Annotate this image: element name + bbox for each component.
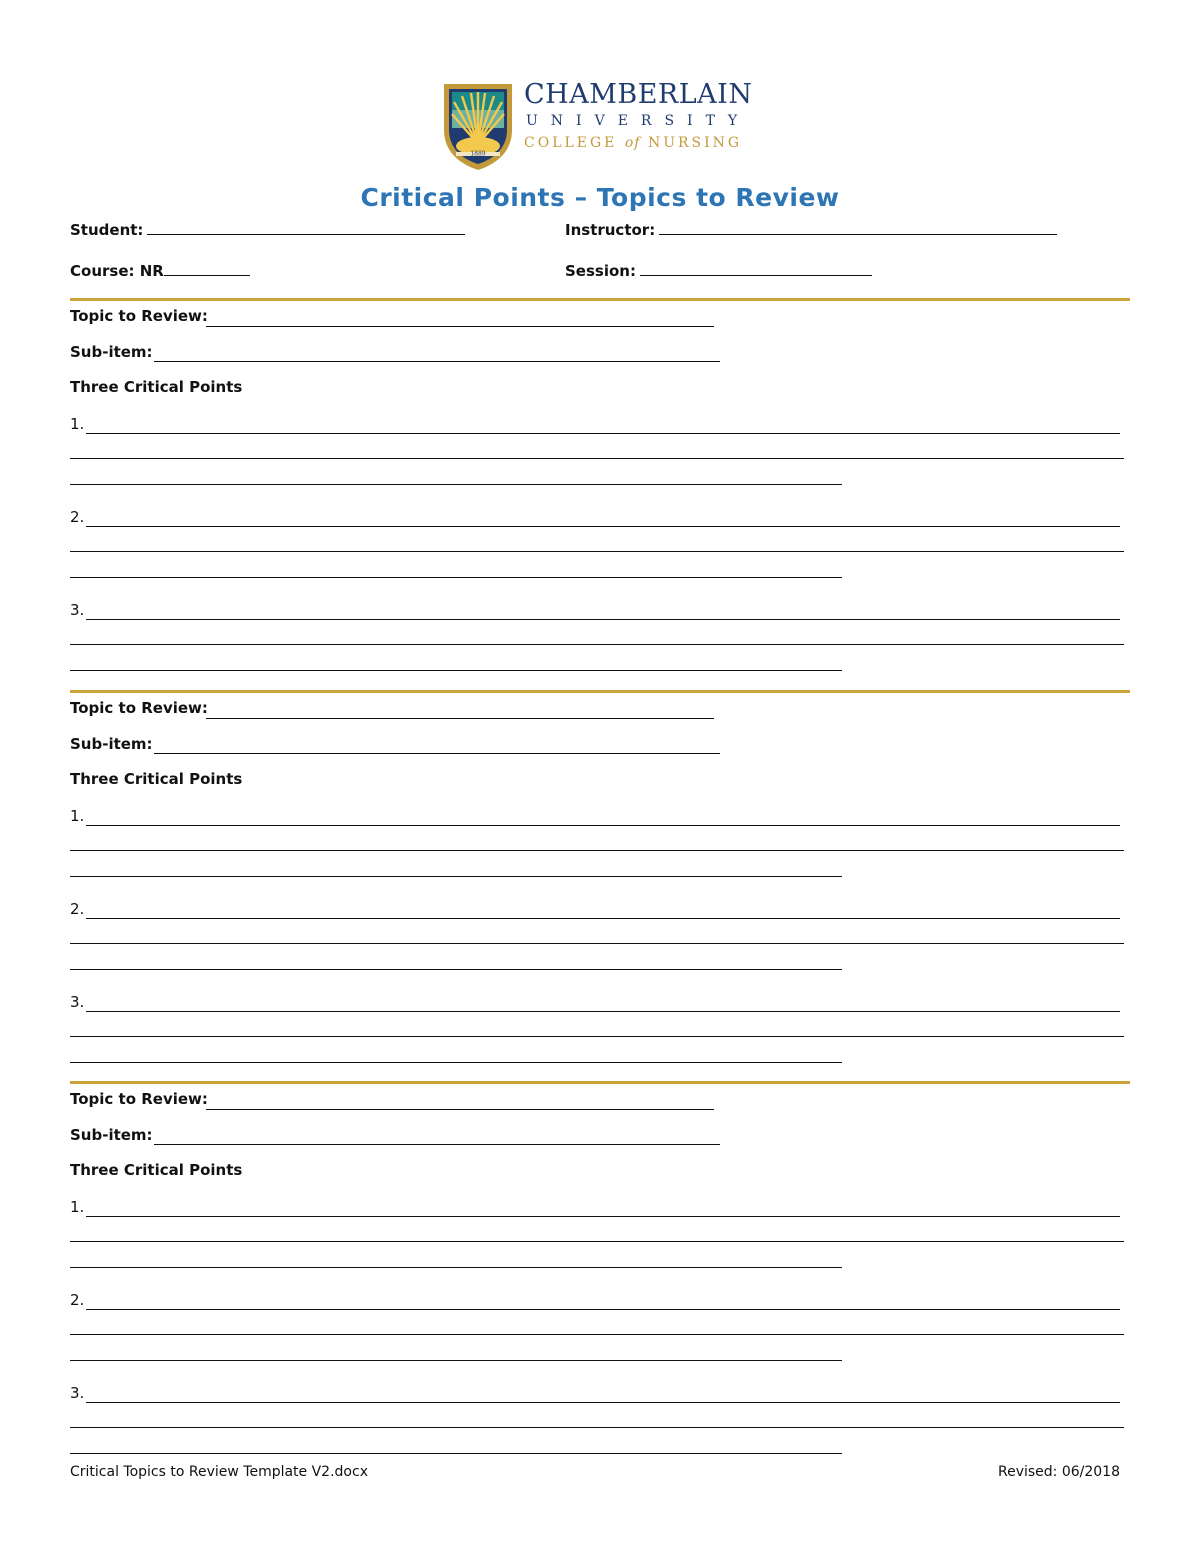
topic-blank[interactable] <box>206 718 714 719</box>
student-field[interactable] <box>70 220 465 239</box>
student-blank[interactable] <box>147 220 465 235</box>
course-field[interactable] <box>70 261 250 280</box>
point-number: 3. <box>70 993 85 1011</box>
instructor-label: Instructor: <box>565 221 656 239</box>
point-line[interactable] <box>86 619 1120 620</box>
point-line[interactable] <box>86 1216 1120 1217</box>
topic-label: Topic to Review: <box>70 699 208 717</box>
student-label: Student: <box>70 221 144 239</box>
point-line[interactable] <box>70 1427 1124 1428</box>
topic-blank[interactable] <box>206 1109 714 1110</box>
session-label: Session: <box>565 262 636 280</box>
subitem-label: Sub-item: <box>70 1126 153 1144</box>
point-line[interactable] <box>70 1334 1124 1335</box>
point-line[interactable] <box>86 526 1120 527</box>
point-line[interactable] <box>70 1267 842 1268</box>
topic-blank[interactable] <box>206 326 714 327</box>
point-number: 2. <box>70 508 85 526</box>
logo-college-of: of <box>624 135 641 151</box>
point-number: 1. <box>70 1198 85 1216</box>
page-title: Critical Points – Topics to Review <box>360 183 840 212</box>
instructor-blank[interactable] <box>659 220 1057 235</box>
point-line[interactable] <box>70 943 1124 944</box>
point-line[interactable] <box>86 825 1120 826</box>
point-line[interactable] <box>86 1402 1120 1403</box>
logo-university: UNIVERSITY <box>526 113 751 129</box>
course-label: Course: NR <box>70 262 164 280</box>
crest-icon <box>440 80 516 172</box>
point-line[interactable] <box>70 1062 842 1063</box>
point-line[interactable] <box>70 850 1124 851</box>
point-line[interactable] <box>86 433 1120 434</box>
point-line[interactable] <box>70 670 842 671</box>
logo-college <box>524 132 752 154</box>
subitem-label: Sub-item: <box>70 343 153 361</box>
point-line[interactable] <box>70 969 842 970</box>
course-blank[interactable] <box>164 261 250 276</box>
footer-filename: Critical Topics to Review Template V2.docx <box>70 1464 368 1480</box>
point-number: 1. <box>70 415 85 433</box>
section-divider <box>70 690 1130 693</box>
instructor-field[interactable] <box>565 220 1057 239</box>
point-number: 1. <box>70 807 85 825</box>
point-number: 2. <box>70 1291 85 1309</box>
point-line[interactable] <box>70 1036 1124 1037</box>
critical-points-label: Three Critical Points <box>70 1161 243 1179</box>
critical-points-label: Three Critical Points <box>70 378 243 396</box>
point-number: 3. <box>70 1384 85 1402</box>
point-line[interactable] <box>70 484 842 485</box>
subitem-blank[interactable] <box>154 1144 720 1145</box>
point-line[interactable] <box>70 1360 842 1361</box>
chamberlain-logo <box>440 80 770 172</box>
section-divider <box>70 1081 1130 1084</box>
point-line[interactable] <box>70 876 842 877</box>
point-line[interactable] <box>70 551 1124 552</box>
point-line[interactable] <box>70 644 1124 645</box>
session-blank[interactable] <box>640 261 872 276</box>
point-line[interactable] <box>86 1309 1120 1310</box>
logo-name: CHAMBERLAIN <box>524 79 753 110</box>
crest-year: 1889 <box>470 150 486 158</box>
section-divider <box>70 298 1130 301</box>
subitem-blank[interactable] <box>154 361 720 362</box>
critical-points-label: Three Critical Points <box>70 770 243 788</box>
point-line[interactable] <box>70 1453 842 1454</box>
subitem-label: Sub-item: <box>70 735 153 753</box>
logo-college-a: COLLEGE <box>524 135 618 151</box>
point-line[interactable] <box>86 1011 1120 1012</box>
topic-label: Topic to Review: <box>70 1090 208 1108</box>
point-line[interactable] <box>70 1241 1124 1242</box>
logo-college-b: NURSING <box>647 135 743 151</box>
logo-wordmark <box>524 80 752 154</box>
session-field[interactable] <box>565 261 872 280</box>
topic-label: Topic to Review: <box>70 307 208 325</box>
footer-revised: Revised: 06/2018 <box>997 1464 1120 1480</box>
point-number: 2. <box>70 900 85 918</box>
point-line[interactable] <box>70 458 1124 459</box>
point-line[interactable] <box>86 918 1120 919</box>
subitem-blank[interactable] <box>154 753 720 754</box>
point-line[interactable] <box>70 577 842 578</box>
point-number: 3. <box>70 601 85 619</box>
